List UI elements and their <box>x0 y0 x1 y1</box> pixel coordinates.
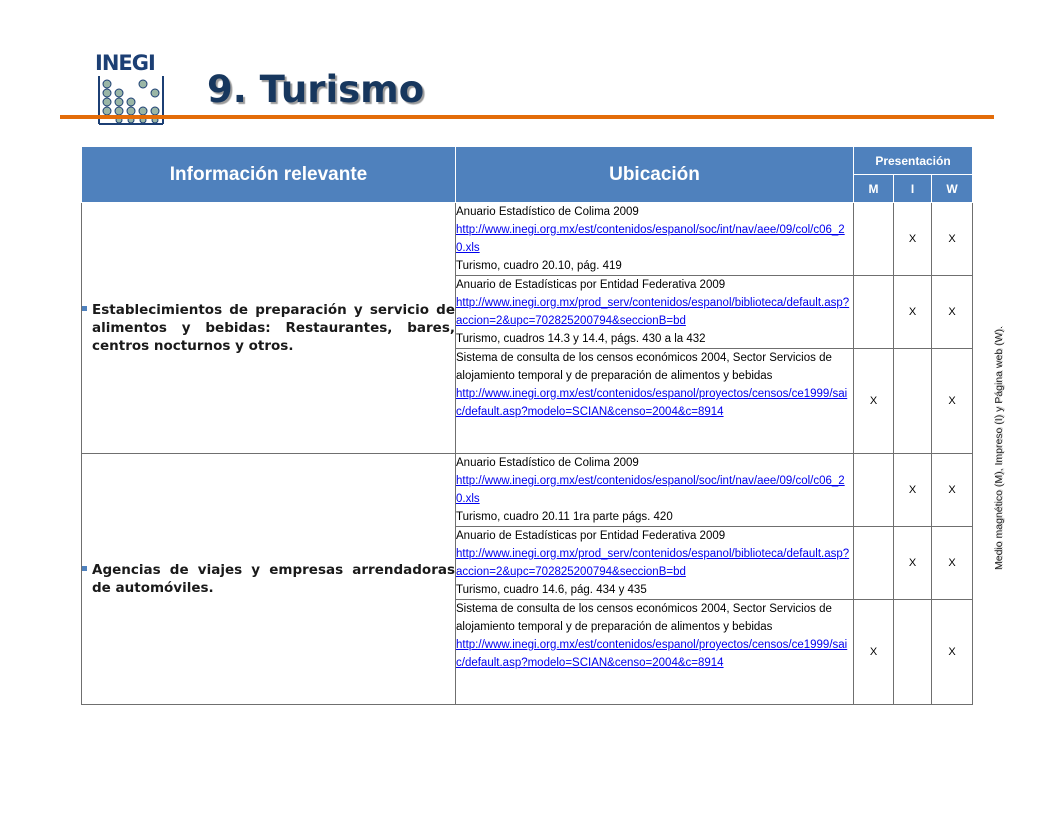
location-cell <box>456 454 854 527</box>
bullet-icon <box>82 306 87 311</box>
mark-i <box>894 600 932 705</box>
table-row <box>82 203 973 276</box>
mark-i: X <box>894 527 932 600</box>
presentation-legend: Medio magnético (M), Impreso (I) y Página web (W). <box>993 326 1005 570</box>
mark-w: X <box>932 203 973 276</box>
mark-i: X <box>894 454 932 527</box>
source-title: Anuario Estadístico de Colima 2009 <box>456 206 639 218</box>
location-cell <box>456 527 854 600</box>
source-link[interactable]: http://www.inegi.org.mx/est/contenidos/espanol/proyectos/censos/ce1999/saic/default.asp?modelo=SCIAN&censo=2004&c=8914 <box>456 388 848 418</box>
source-title: Anuario de Estadísticas por Entidad Federativa 2009 <box>456 530 726 542</box>
mark-w: X <box>932 600 973 705</box>
mark-i <box>894 349 932 454</box>
location-cell <box>456 349 854 454</box>
info-cell <box>82 454 456 705</box>
logo-wordmark: INEGI <box>95 51 155 75</box>
mark-m <box>854 527 894 600</box>
title-divider <box>60 115 994 119</box>
source-title: Sistema de consulta de los censos económicos 2004, Sector Servicios de alojamiento temporal y de preparación de alimentos y bebidas <box>456 603 832 633</box>
source-title: Anuario Estadístico de Colima 2009 <box>456 457 639 469</box>
header-location: Ubicación <box>456 147 854 203</box>
mark-w: X <box>932 527 973 600</box>
info-text: Establecimientos de preparación y servicio de alimentos y bebidas: Restaurantes, bares, centros nocturnos y otros. <box>92 302 455 354</box>
source-link[interactable]: http://www.inegi.org.mx/prod_serv/contenidos/espanol/biblioteca/default.asp?accion=2&upc=702825200794&seccionB=bd <box>456 548 850 578</box>
source-link[interactable]: http://www.inegi.org.mx/prod_serv/contenidos/espanol/biblioteca/default.asp?accion=2&upc=702825200794&seccionB=bd <box>456 297 850 327</box>
mark-m <box>854 203 894 276</box>
location-cell <box>456 600 854 705</box>
mark-i: X <box>894 203 932 276</box>
info-cell <box>82 203 456 454</box>
mark-m: X <box>854 349 894 454</box>
header-info: Información relevante <box>82 147 456 203</box>
mark-m <box>854 276 894 349</box>
source-detail: Turismo, cuadro 20.10, pág. 419 <box>456 260 622 272</box>
mark-w: X <box>932 276 973 349</box>
source-link[interactable]: http://www.inegi.org.mx/est/contenidos/espanol/soc/int/nav/aee/09/col/c06_20.xls <box>456 224 845 254</box>
location-cell <box>456 276 854 349</box>
page-title: 9. Turismo <box>207 68 425 111</box>
header-presentation: Presentación <box>854 147 973 175</box>
table-row <box>82 454 973 527</box>
information-table <box>81 146 973 705</box>
mark-w: X <box>932 454 973 527</box>
mark-m: X <box>854 600 894 705</box>
header-w: W <box>932 175 973 203</box>
mark-i: X <box>894 276 932 349</box>
location-cell <box>456 203 854 276</box>
source-detail: Turismo, cuadro 20.11 1ra parte págs. 420 <box>456 511 673 523</box>
source-detail: Turismo, cuadros 14.3 y 14.4, págs. 430 a la 432 <box>456 333 706 345</box>
info-text: Agencias de viajes y empresas arrendadoras de automóviles. <box>92 562 455 596</box>
header-i: I <box>894 175 932 203</box>
source-link[interactable]: http://www.inegi.org.mx/est/contenidos/espanol/proyectos/censos/ce1999/saic/default.asp?modelo=SCIAN&censo=2004&c=8914 <box>456 639 848 669</box>
bullet-icon <box>82 566 87 571</box>
source-title: Sistema de consulta de los censos económicos 2004, Sector Servicios de alojamiento temporal y de preparación de alimentos y bebidas <box>456 352 832 382</box>
header-m: M <box>854 175 894 203</box>
source-link[interactable]: http://www.inegi.org.mx/est/contenidos/espanol/soc/int/nav/aee/09/col/c06_20.xls <box>456 475 845 505</box>
source-title: Anuario de Estadísticas por Entidad Federativa 2009 <box>456 279 726 291</box>
mark-m <box>854 454 894 527</box>
source-detail: Turismo, cuadro 14.6, pág. 434 y 435 <box>456 584 647 596</box>
mark-w: X <box>932 349 973 454</box>
